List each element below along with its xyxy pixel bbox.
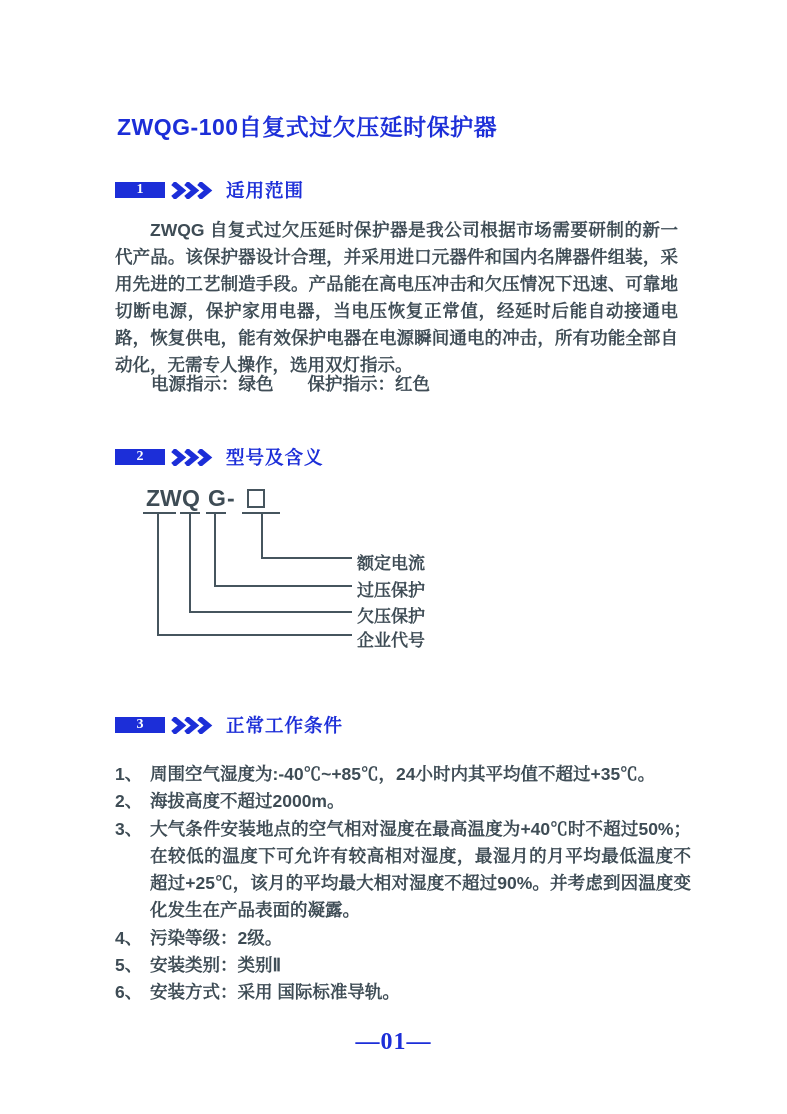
section-1-header xyxy=(115,177,304,203)
indicator-line xyxy=(151,371,430,396)
diagram-vline xyxy=(157,514,159,636)
diagram-hline xyxy=(189,611,352,613)
diagram-hline xyxy=(157,634,352,636)
model-underline xyxy=(143,512,176,514)
item-text: 周围空气湿度为:-40℃~+85℃，24小时内其平均值不超过+35℃。 xyxy=(150,764,656,784)
item-text: 污染等级：2级。 xyxy=(150,927,283,948)
intro-paragraph: ZWQG 自复式过欠压延时保护器是我公司根据市场需要研制的新一代产品。该保护器设计合理，并采用进口元器件和国内名牌器件组装，采用先进的工艺制造手段。产品能在高电压冲击和欠压情况下迅速、可靠地切断电源，保护家用电器，当电压恢复正常值，经延时后能自动接通电路，恢复供电，能有效保护电器在电源瞬间通电的冲击，所有功能全部自动化，无需专人操作，选用双灯指示。 xyxy=(115,220,678,375)
section-number-badge xyxy=(115,449,165,465)
section-2-header xyxy=(115,444,324,470)
page-title: ZWQG-100自复式过欠压延时保护器 xyxy=(117,114,498,140)
item-text: 大气条件安装地点的空气相对湿度在最高温度为+40℃时不超过50%；在较低的温度下可允许有较高相对湿度，最湿月的月平均最低温度不超过+25℃，该月的平均最大相对湿度不超过90%。并考虑到因温度变化发生在产品表面的凝露。 xyxy=(150,818,691,921)
list-item xyxy=(115,952,691,979)
item-number: 5、 xyxy=(115,955,143,976)
item-text: 海拔高度不超过2000m。 xyxy=(150,791,345,812)
item-number: 2、 xyxy=(115,791,143,812)
list-item xyxy=(115,925,691,952)
list-item xyxy=(115,979,691,1006)
model-underline xyxy=(206,512,226,514)
protection-indicator-text: 保护指示：红色 xyxy=(307,374,430,394)
item-number: 1、 xyxy=(115,764,143,784)
item-text: 安装类别：类别Ⅱ xyxy=(150,955,282,976)
triple-chevron-icon xyxy=(171,182,213,199)
page-number: —01— xyxy=(355,1029,432,1055)
model-code-g: G xyxy=(208,485,226,511)
diagram-vline xyxy=(214,514,216,587)
list-item xyxy=(115,788,691,815)
section-heading: 适用范围 xyxy=(226,180,305,201)
model-placeholder-box xyxy=(247,489,265,508)
item-text: 安装方式：采用 国际标准导轨。 xyxy=(150,982,400,1003)
badge-number: 3 xyxy=(136,717,144,732)
diagram-label-rated-current: 额定电流 xyxy=(357,554,425,573)
model-code-dash: - xyxy=(227,485,235,511)
section-heading: 正常工作条件 xyxy=(226,715,344,736)
list-item xyxy=(115,816,691,925)
section-3-header xyxy=(115,712,343,738)
diagram-label-company-code: 企业代号 xyxy=(357,631,425,650)
section-heading: 型号及含义 xyxy=(226,447,324,468)
diagram-hline xyxy=(261,557,352,559)
item-number: 6、 xyxy=(115,982,143,1003)
item-number: 4、 xyxy=(115,927,143,948)
model-code-q: Q xyxy=(182,485,200,511)
diagram-label-undervoltage: 欠压保护 xyxy=(357,607,425,626)
section-number-badge xyxy=(115,717,165,733)
diagram-vline xyxy=(189,514,191,613)
conditions-list xyxy=(115,761,691,1007)
badge-number: 2 xyxy=(136,449,144,464)
item-number: 3、 xyxy=(115,818,143,839)
list-item xyxy=(115,761,691,788)
power-indicator-text: 电源指示：绿色 xyxy=(151,374,274,394)
diagram-vline xyxy=(261,514,263,559)
section-number-badge xyxy=(115,182,165,198)
badge-number: 1 xyxy=(136,182,144,197)
diagram-hline xyxy=(214,585,352,587)
model-code-zw: ZW xyxy=(146,485,182,511)
triple-chevron-icon xyxy=(171,449,213,466)
triple-chevron-icon xyxy=(171,717,213,734)
diagram-label-overvoltage: 过压保护 xyxy=(357,581,425,600)
